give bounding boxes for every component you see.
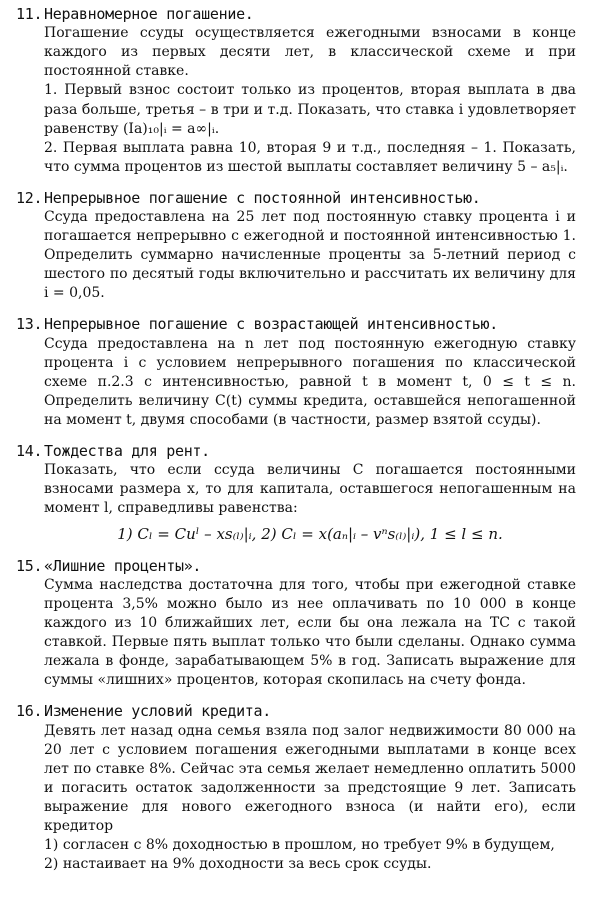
problem-15 <box>16 556 576 691</box>
problem-title: Тождества для рент. <box>44 441 210 460</box>
problem-number: 14. <box>16 441 43 460</box>
problem-title: Изменение условий кредита. <box>44 702 272 721</box>
problem-16 <box>16 701 576 874</box>
problem-title: Непрерывное погашение с возрастающей интенсивностью. <box>44 315 499 334</box>
problem-number: 13. <box>16 315 43 334</box>
problem-paragraph: Погашение ссуды осуществляется ежегодными взносами в конце каждого из первых десяти лет, в классической схеме и при постоянной ставке. <box>44 25 576 80</box>
problem-title: Непрерывное погашение с постоянной интенсивностью. <box>44 188 481 207</box>
problem-11 <box>16 4 576 177</box>
problem-paragraph: 1) согласен с 8% доходностью в прошлом, но требует 9% в будущем, <box>44 836 555 853</box>
problem-12 <box>16 188 576 304</box>
problem-paragraph: 1. Первый взнос состоит только из процентов, вторая выплата в два раза больше, третья – в три и т.д. Показать, что ставка i удовлетворяет равенству (Ia)₁₀|ᵢ = a∞|ᵢ. <box>44 82 576 137</box>
problem-title: Неравномерное погашение. <box>44 5 254 23</box>
problem-paragraph: Девять лет назад одна семья взяла под залог недвижимости 80 000 на 20 лет с условием погашения ежегодными выплатами в конце всех лет по ставке 8%. Сейчас эта семья желает немедленно оплатить 5000 и погасить остаток задолженности за предстоящие 9 лет. Записать выражение для нового ежегодного взноса (и найти его), если кредитор <box>44 722 576 834</box>
problem-paragraph: Ссуда предоставлена на n лет под постоянную ежегодную ставку процента i с условием непрерывного погашения по классической схеме п.2.3 с интенсивностью, равной t в момент t, 0 ≤ t ≤ n. Определить величину C(t) суммы кредита, оставшейся непогашенной на момент t, двумя способами (в частности, размер взятой ссуды). <box>44 335 576 428</box>
problem-title: «Лишние проценты». <box>44 556 202 575</box>
problem-paragraph: 2) настаивает на 9% доходности за весь срок ссуды. <box>44 855 432 872</box>
problem-number: 16. <box>16 702 43 721</box>
problem-paragraph: Сумма наследства достаточна для того, чтобы при ежегодной ставке процента 3,5% можно было из нее оплачивать по 10 000 в конце каждого из 10 ближайших лет, если бы она лежала на ТС с такой ставкой. Первые пять выплат только что были сделаны. Однако сумма лежала в фонде, зарабатывающем 5% в год. Записать выражение для суммы «лишних» процентов, которая скопилась на счету фонда. <box>44 577 576 689</box>
problem-14 <box>16 441 576 545</box>
problem-number: 12. <box>16 188 43 207</box>
problem-number: 11. <box>16 5 43 23</box>
annuity-identity-formula: 1) Cₗ = Cuˡ – xs₍ₗ₎|ᵢ, 2) Cₗ = x(aₙ|ᵢ – vⁿs₍ₗ₎|ᵢ), 1 ≤ l ≤ n. <box>117 525 503 544</box>
problem-number: 15. <box>16 556 43 575</box>
problem-paragraph: 2. Первая выплата равна 10, вторая 9 и т.д., последняя – 1. Показать, что сумма процентов из шестой выплаты составляет величину 5 – a₅|ᵢ. <box>44 139 576 175</box>
problem-paragraph: Показать, что если ссуда величины C погашается постоянными взносами размера x, то для капитала, оставшегося непогашенным на момент l, справедливы равенства: <box>44 462 576 517</box>
problem-paragraph: Ссуда предоставлена на 25 лет под постоянную ставку процента i и погашается непрерывно с ежегодной и постоянной интенсивностью 1. Определить суммарно начисленные проценты за 5-летний период с шестого по десятый годы включительно и рассчитать их величину для i = 0,05. <box>44 209 576 302</box>
problem-13 <box>16 314 576 430</box>
